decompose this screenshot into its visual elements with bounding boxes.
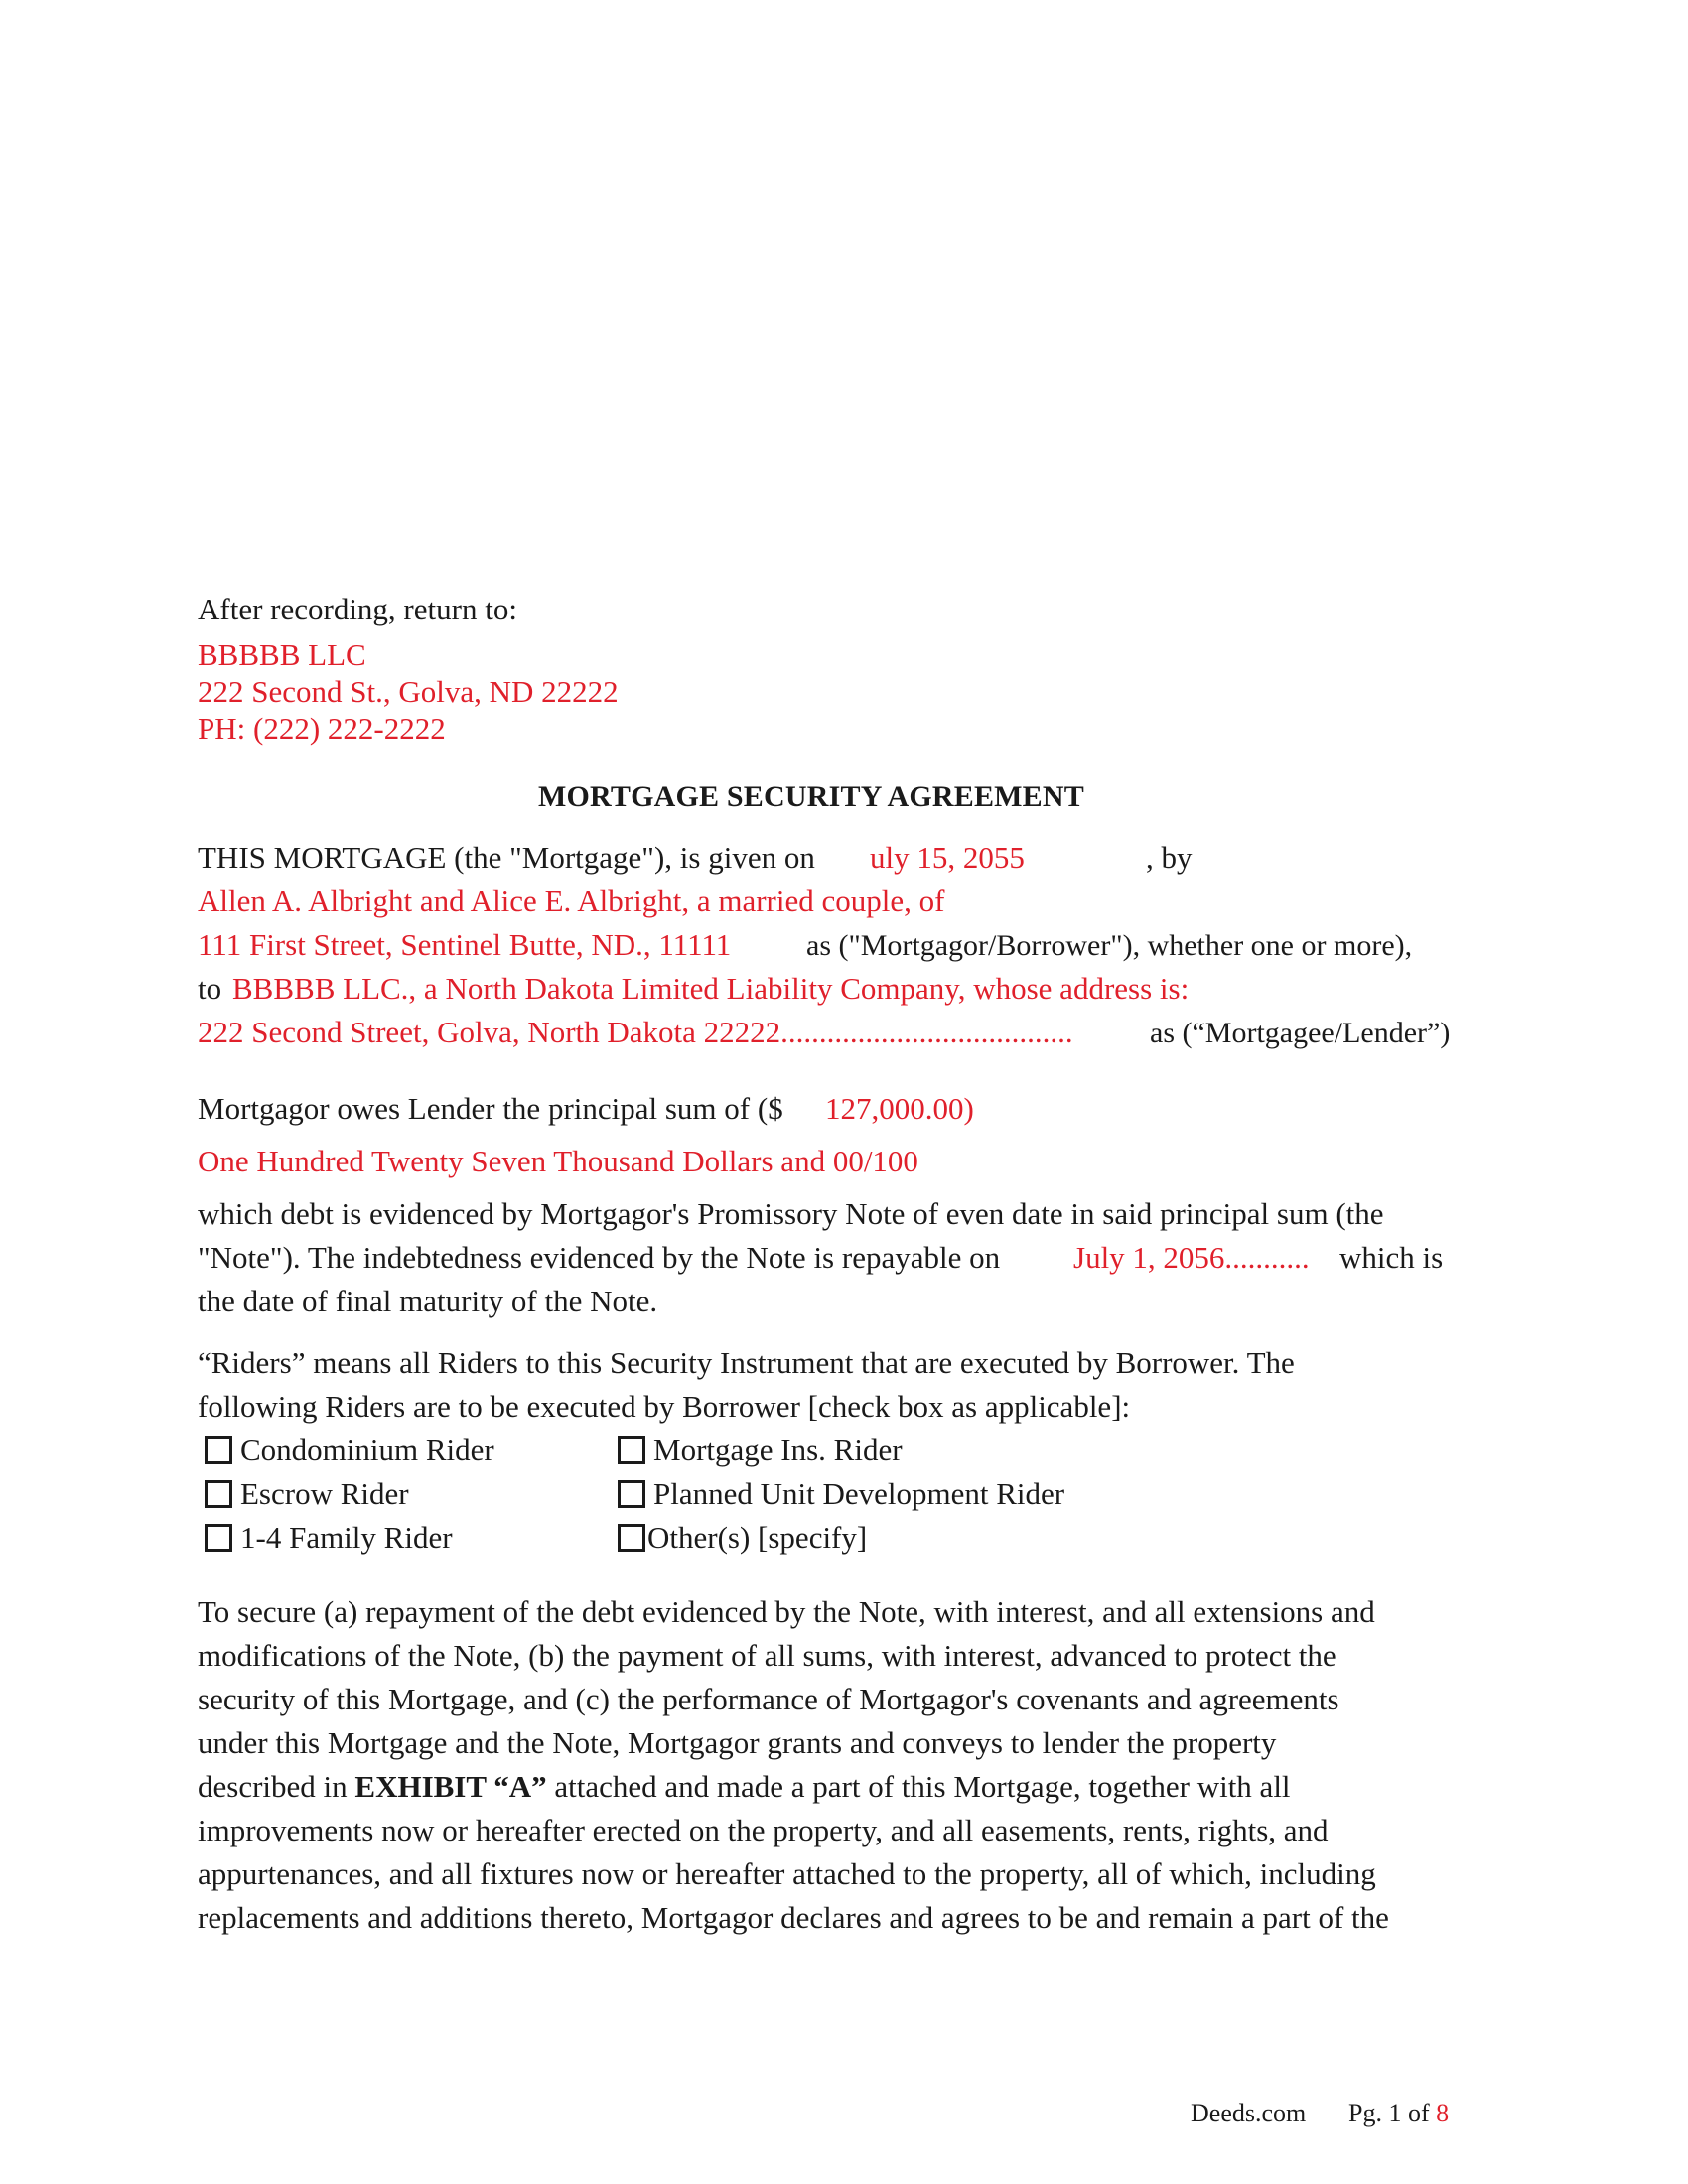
lender-name: BBBBB LLC., a North Dakota Limited Liability Company, whose address is: — [232, 971, 1190, 1006]
principal-amount-words: One Hundred Twenty Seven Thousand Dollars and 00/100 — [198, 1144, 918, 1178]
borrower-address: 111 First Street, Sentinel Butte, ND., 11111 — [198, 927, 732, 962]
secure-line-3: security of this Mortgage, and (c) the performance of Mortgagor's covenants and agreements — [198, 1682, 1339, 1716]
borrower-names: Allen A. Albright and Alice E. Albright, a married couple, of — [198, 884, 945, 918]
riders-line-2: following Riders are to be executed by Borrower [check box as applicable]: — [198, 1389, 1131, 1424]
rider-option-label: Condominium Rider — [240, 1433, 494, 1467]
checkbox[interactable] — [205, 1436, 232, 1464]
note-line-1: which debt is evidenced by Mortgagor's Promissory Note of even date in said principal sum (the — [198, 1196, 1384, 1231]
page-number — [1348, 2099, 1449, 2128]
page-number-prefix: Pg. 1 of — [1348, 2099, 1430, 2127]
rider-option-label: Other(s) [specify] — [647, 1520, 868, 1555]
rider-option-label: Planned Unit Development Rider — [653, 1476, 1065, 1511]
lender-address: 222 Second Street, Golva, North Dakota 22222...................................... — [198, 1015, 1073, 1049]
secure-line-8: replacements and additions thereto, Mortgagor declares and agrees to be and remain a part of the — [198, 1900, 1389, 1935]
secure-line-4: under this Mortgage and the Note, Mortgagor grants and conveys to lender the property — [198, 1725, 1277, 1760]
rider-option-condominium[interactable] — [205, 1431, 494, 1470]
intro-line1-prefix: THIS MORTGAGE (the "Mortgage"), is given on — [198, 840, 815, 875]
checkbox[interactable] — [205, 1524, 232, 1552]
rider-option-label: Escrow Rider — [240, 1476, 409, 1511]
checkbox[interactable] — [618, 1436, 645, 1464]
secure-line-5 — [198, 1769, 1291, 1805]
rider-option-mortgage-ins[interactable] — [618, 1431, 903, 1470]
principal-sum-prefix: Mortgagor owes Lender the principal sum of ($ — [198, 1091, 783, 1126]
rider-option-planned-unit[interactable] — [618, 1474, 1064, 1514]
secure-line-5-prefix: described in — [198, 1769, 348, 1804]
secure-line-2: modifications of the Note, (b) the payment of all sums, with interest, advanced to protect the — [198, 1638, 1336, 1673]
return-name: BBBBB LLC — [198, 637, 366, 672]
rider-option-1-4-family[interactable] — [205, 1518, 453, 1558]
secure-line-1: To secure (a) repayment of the debt evidenced by the Note, with interest, and all extensions and — [198, 1594, 1375, 1629]
checkbox[interactable] — [618, 1524, 645, 1552]
mortgage-date: uly 15, 2055 — [870, 840, 1025, 875]
page-total: 8 — [1436, 2099, 1450, 2127]
secure-line-7: appurtenances, and all fixtures now or hereafter attached to the property, all of which, including — [198, 1856, 1376, 1891]
rider-option-label: Mortgage Ins. Rider — [653, 1433, 903, 1467]
intro-line1-suffix: , by — [1146, 840, 1193, 875]
exhibit-a-reference: EXHIBIT “A” — [354, 1769, 547, 1804]
maturity-date: July 1, 2056........... — [1073, 1240, 1310, 1275]
rider-option-escrow[interactable] — [205, 1474, 409, 1514]
return-address: 222 Second St., Golva, ND 22222 — [198, 674, 619, 709]
to-label: to — [198, 971, 222, 1006]
note-line-2-suffix: which is — [1339, 1240, 1444, 1275]
return-heading: After recording, return to: — [198, 592, 517, 626]
document-title: MORTGAGE SECURITY AGREEMENT — [538, 780, 1084, 813]
secure-line-5-suffix: attached and made a part of this Mortgage, together with all — [554, 1769, 1291, 1804]
lender-role: as (“Mortgagee/Lender”) — [1150, 1017, 1451, 1049]
checkbox[interactable] — [205, 1480, 232, 1508]
secure-line-6: improvements now or hereafter erected on the property, and all easements, rents, rights, and — [198, 1813, 1329, 1847]
note-line-2-prefix: "Note"). The indebtedness evidenced by the Note is repayable on — [198, 1240, 1001, 1275]
note-line-3: the date of final maturity of the Note. — [198, 1284, 658, 1318]
rider-option-other[interactable] — [618, 1518, 867, 1558]
rider-option-label: 1-4 Family Rider — [240, 1520, 453, 1555]
riders-line-1: “Riders” means all Riders to this Security Instrument that are executed by Borrower. The — [198, 1345, 1295, 1380]
checkbox[interactable] — [618, 1480, 645, 1508]
borrower-role: as ("Mortgagor/Borrower"), whether one or more), — [806, 929, 1413, 962]
footer-brand: Deeds.com — [1191, 2099, 1307, 2127]
principal-amount: 127,000.00) — [825, 1091, 974, 1126]
return-phone: PH: (222) 222-2222 — [198, 711, 446, 746]
